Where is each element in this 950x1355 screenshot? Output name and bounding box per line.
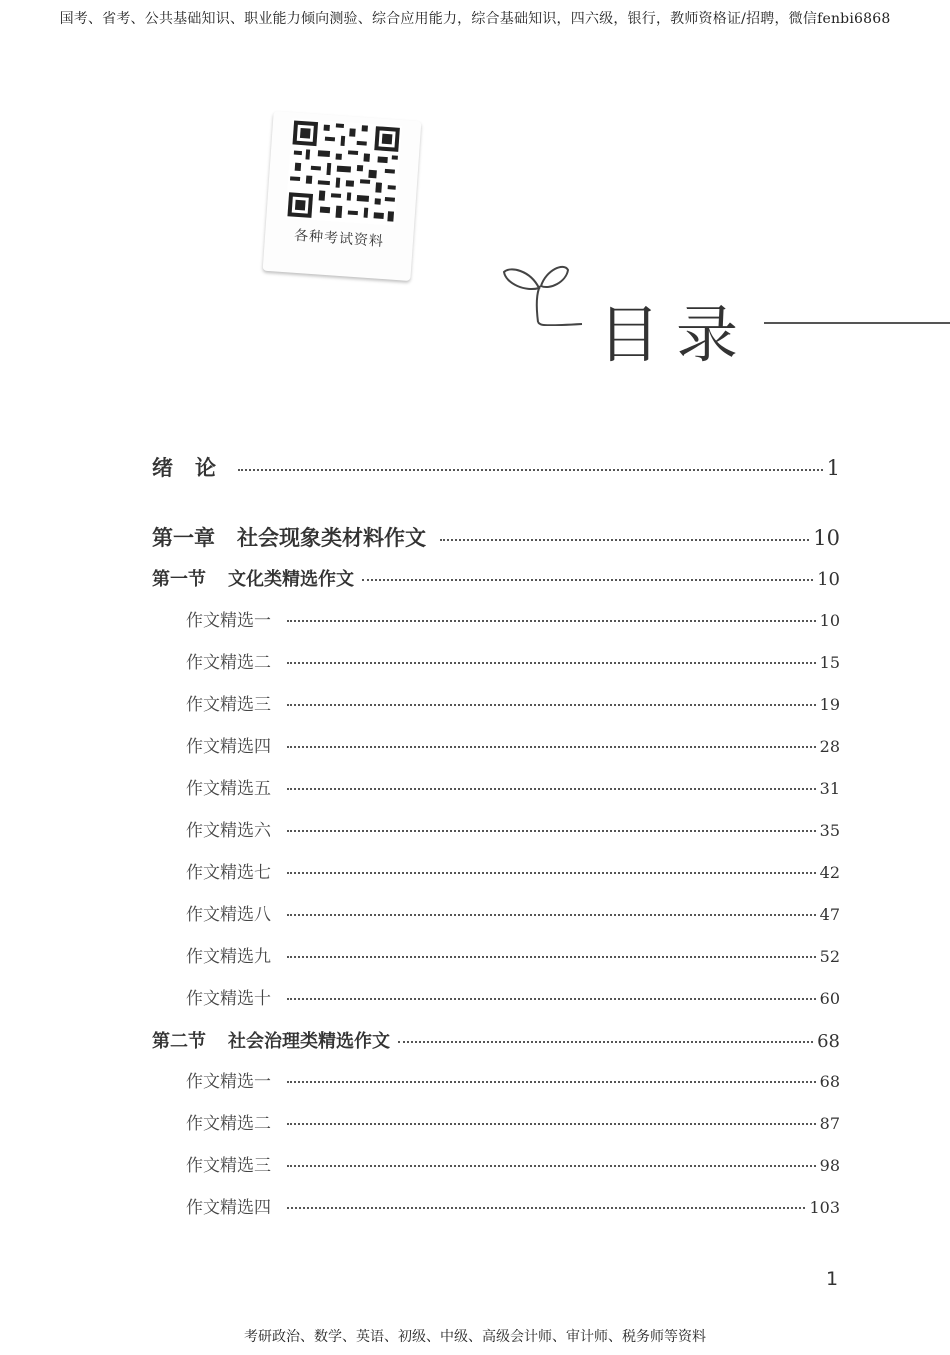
toc-leader-dots [287,914,816,916]
section-title: 社会治理类精选作文 [228,1031,390,1052]
toc-entry-label [152,565,354,591]
toc-entry-label: 作文精选二 [186,1114,271,1134]
toc-entry-section[interactable] [152,1027,840,1053]
toc-entry-item[interactable] [186,606,840,631]
toc-leader-dots [287,998,816,1000]
toc-entry-item[interactable] [186,984,840,1009]
toc-entry-label [152,522,426,552]
toc-entry-page: 87 [819,1114,840,1133]
toc-entry-page: 68 [819,1072,840,1091]
toc-entry-item[interactable] [186,1193,840,1218]
toc-entry-label: 作文精选二 [186,653,271,673]
toc-entry-label: 作文精选七 [186,863,271,883]
toc-entry-label: 作文精选五 [186,779,271,799]
toc-entry-item[interactable] [186,1151,840,1176]
page-title: 目录 [598,298,755,371]
toc-entry-page: 28 [819,737,840,756]
toc-entry-label: 作文精选九 [186,947,271,967]
toc-entry-section[interactable] [152,565,840,591]
toc-entry-page: 35 [819,821,840,840]
toc-entry-label: 绪论 [152,456,238,480]
toc-leader-dots [287,746,816,748]
toc-leader-dots [287,830,816,832]
toc-entry-page: 10 [817,569,840,590]
toc-entry-item[interactable] [186,816,840,841]
toc-leader-dots [287,1165,816,1167]
toc-leader-dots [287,1081,816,1083]
page-header-banner: 国考、省考、公共基础知识、职业能力倾向测验、综合应用能力，综合基础知识，四六级，银行，教师资格证/招聘，微信fenbi6868 [59,11,891,27]
toc-entry-chapter[interactable] [152,522,840,552]
toc-entry-label: 作文精选三 [186,1156,271,1176]
section-number: 第一节 [152,569,206,590]
page-footer-banner: 考研政治、数学、英语、初级、中级、高级会计师、审计师、税务师等资料 [244,1329,706,1345]
chapter-title: 社会现象类材料作文 [237,526,426,550]
toc-leader-dots [287,956,816,958]
toc-entry-label: 作文精选四 [186,1198,271,1218]
toc-entry-page: 103 [809,1198,840,1217]
qr-caption: 各种考试资料 [293,227,385,251]
toc-entry-page: 10 [819,611,840,630]
chapter-number: 第一章 [152,526,215,550]
toc-entry-item[interactable] [186,858,840,883]
toc-entry-page: 68 [817,1031,840,1052]
toc-entry-label: 作文精选八 [186,905,271,925]
toc-leader-dots [287,1123,816,1125]
toc-entry-item[interactable] [186,690,840,715]
toc-entry-page: 15 [819,653,840,672]
toc-entry-page: 42 [819,863,840,882]
toc-entry-item[interactable] [186,774,840,799]
toc-leader-dots [287,872,816,874]
toc-leader-dots [440,539,809,541]
toc-entry-item[interactable] [186,732,840,757]
qr-code-icon [285,118,402,225]
toc-entry-item[interactable] [186,1109,840,1134]
sprout-icon [502,262,586,326]
toc-leader-dots [287,662,816,664]
toc-leader-dots [238,469,823,471]
toc-entry-page: 31 [819,779,840,798]
toc-entry-page: 1 [826,456,840,480]
toc-leader-dots [287,788,816,790]
toc-entry-label: 作文精选四 [186,737,271,757]
toc-entry-item[interactable] [186,1067,840,1092]
toc-entry-item[interactable] [186,900,840,925]
toc-entry-label: 作文精选十 [186,989,271,1009]
toc-leader-dots [287,1207,805,1209]
toc-entry-page: 19 [819,695,840,714]
toc-entry-page: 52 [819,947,840,966]
toc-leader-dots [287,620,816,622]
title-divider [764,322,950,324]
section-number: 第二节 [152,1031,206,1052]
toc-entry-item[interactable] [186,942,840,967]
toc-entry-intro[interactable] [152,452,840,482]
toc-entry-page: 60 [819,989,840,1008]
toc-entry-page: 10 [813,526,840,550]
toc-entry-label: 作文精选一 [186,611,271,631]
toc-leader-dots [398,1041,813,1043]
toc-entry-page: 47 [819,905,840,924]
toc-entry-label: 作文精选三 [186,695,271,715]
qr-code-card [263,111,422,281]
page-number: 1 [826,1268,839,1290]
toc-entry-item[interactable] [186,648,840,673]
toc-leader-dots [287,704,816,706]
toc-entry-label: 作文精选一 [186,1072,271,1092]
toc-entry-page: 98 [819,1156,840,1175]
toc-leader-dots [362,579,813,581]
toc-entry-label [152,1027,390,1053]
toc-entry-label: 作文精选六 [186,821,271,841]
section-title: 文化类精选作文 [228,569,354,590]
